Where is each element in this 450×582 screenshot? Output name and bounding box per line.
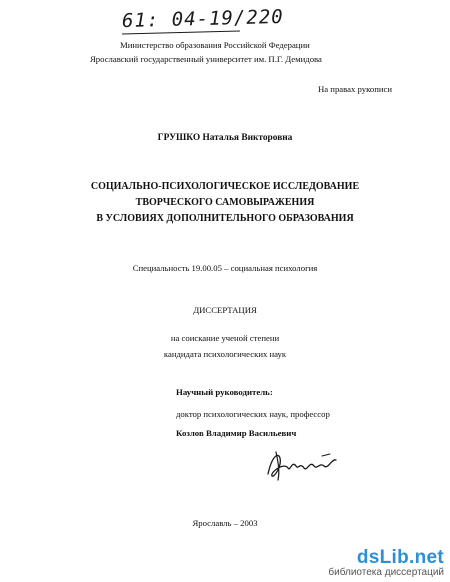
supervisor-name: Козлов Владимир Васильевич [176, 428, 297, 438]
dissertation-title-line: В УСЛОВИЯХ ДОПОЛНИТЕЛЬНОГО ОБРАЗОВАНИЯ [96, 213, 354, 224]
specialty-line: Специальность 19.00.05 – социальная психология [132, 263, 318, 273]
dissertation-title-line: СОЦИАЛЬНО-ПСИХОЛОГИЧЕСКОЕ ИССЛЕДОВАНИЕ [90, 181, 360, 192]
dslib-watermark [324, 547, 444, 578]
watermark-subtitle: библиотека диссертаций [328, 567, 444, 578]
supervisor-title: доктор психологических наук, профессор [176, 409, 330, 419]
ministry-name: Министерство образования Российской Федерации [120, 40, 310, 50]
degree-line: кандидата психологических наук [163, 349, 287, 359]
supervisor-label: Научный руководитель: [176, 387, 273, 397]
city-year: Ярославль – 2003 [192, 518, 258, 528]
author-name: ГРУШКО Наталья Викторовна [157, 133, 293, 143]
watermark-logo: dsLib.net [356, 547, 444, 568]
manuscript-rights-note: На правах рукописи [318, 84, 393, 94]
degree-line: на соискание ученой степени [170, 333, 280, 343]
document-type: ДИССЕРТАЦИЯ [193, 305, 257, 315]
handwritten-archive-code: 61: 04-19/220 [121, 5, 284, 33]
university-name: Ярославский государственный университет им. П.Г. Демидова [90, 54, 322, 64]
dissertation-title-line: ТВОРЧЕСКОГО САМОВЫРАЖЕНИЯ [135, 197, 315, 208]
handwritten-signature [262, 448, 344, 482]
